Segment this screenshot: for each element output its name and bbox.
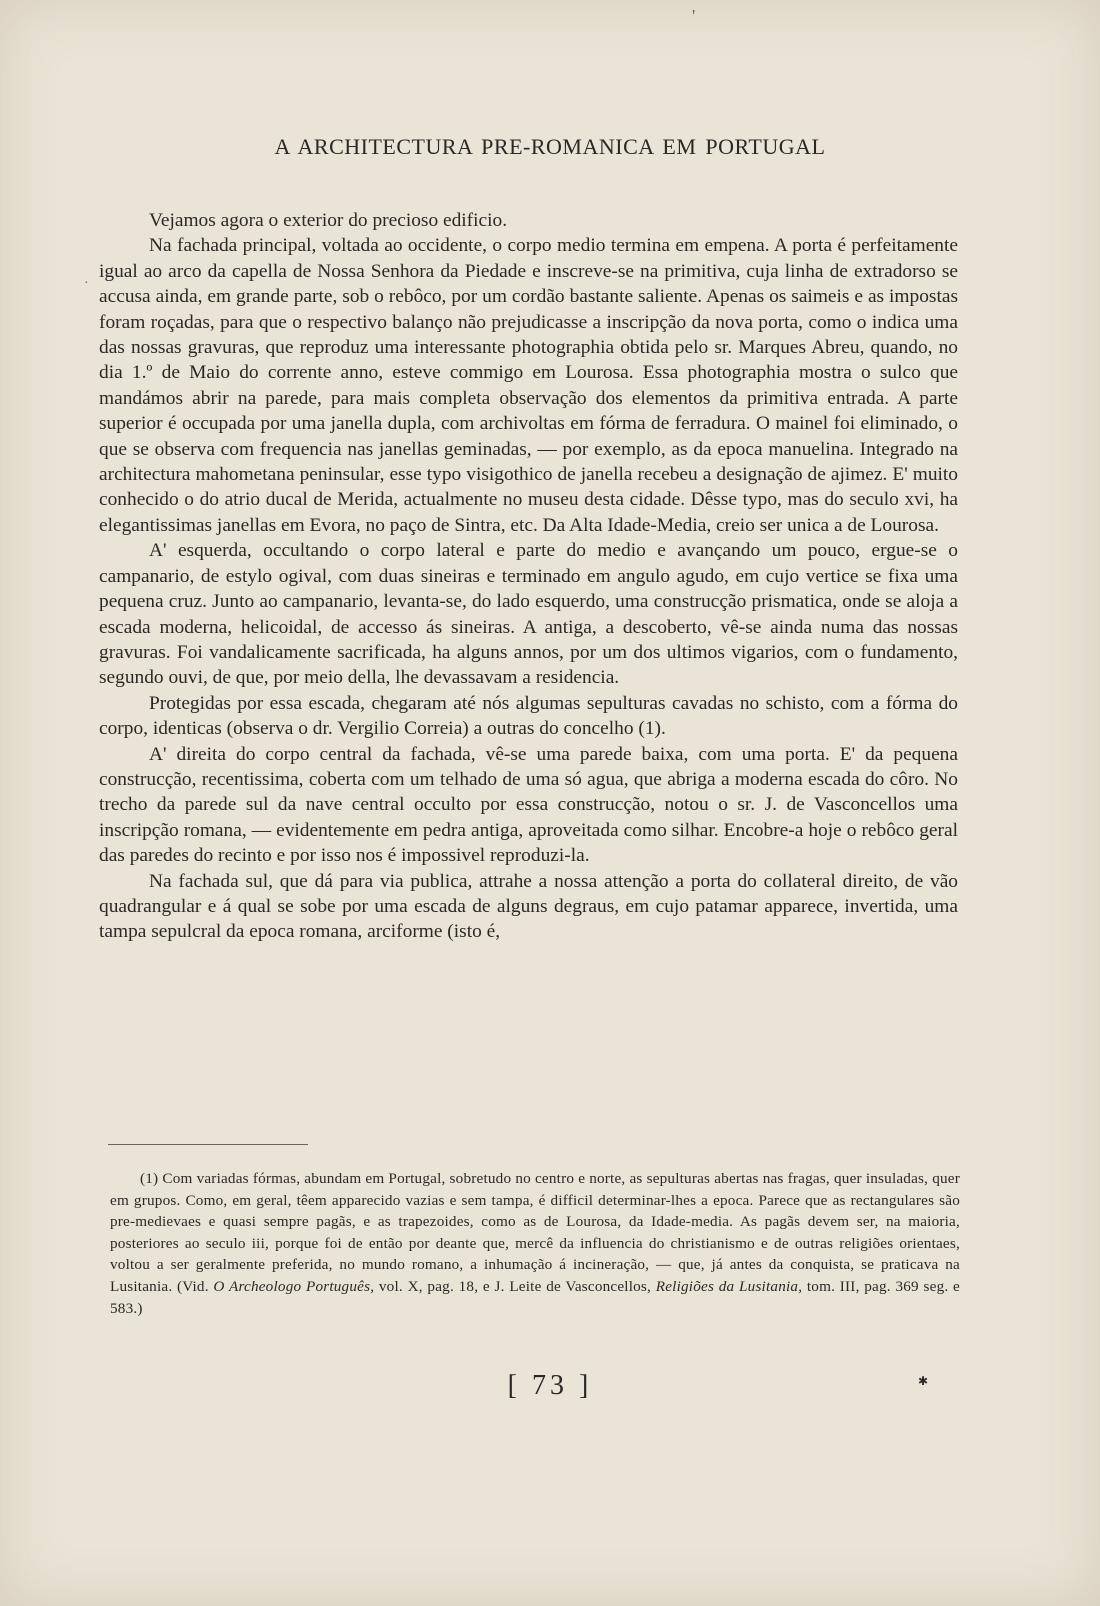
paragraph: Na fachada sul, que dá para via publica, attrahe a nossa attenção a porta do collateral direito, de vão quadrangular e á qual se sobe por uma escada de alguns degraus, em cujo patamar apparece, invertida, uma tampa sepulcral da epoca romana, arciforme (isto é, (99, 870, 958, 943)
page-number: [ 73 ] (507, 1370, 593, 1401)
print-mark: ' (692, 6, 696, 26)
footnote-text: vol. X, pag. 18, e J. Leite de Vasconcellos, (374, 1277, 656, 1295)
footnote-text: (1) Com variadas fórmas, abundam em Portugal, sobretudo no centro e norte, as sepulturas abertas nas fragas, quer insuladas, quer em grupos. Como, em geral, têem apparecido vazias e sem tampa, é difficil determinar-lhes a epoca. Parece que as rectangulares são pre-medievaes e quasi sempre pagãs, e as trapezoides, como as de Lourosa, da Idade-media. As pagãs devem ser, na maioria, posteriores ao seculo iii, porque foi de então por deante que, mercê da influencia do christianismo e de outras religiões orientaes, voltou a ser geralmente preferida, no mundo romano, a inhumação á incineração, — que, já antes da conquista, se praticava na Lusitania. (Vid. (110, 1170, 960, 1295)
body-text (99, 208, 958, 945)
footnote (110, 1168, 960, 1319)
printer-mark: ✱ (918, 1374, 929, 1388)
paragraph: Vejamos agora o exterior do precioso edificio. (149, 210, 508, 231)
margin-mark: · (84, 276, 89, 291)
running-header: A ARCHITECTURA PRE-ROMANICA EM PORTUGAL (274, 134, 826, 159)
footnote-text: tom. III, pag. 369 seg. e 583.) (110, 1277, 960, 1317)
footnote-title: O Archeologo Português, (213, 1277, 375, 1295)
footnote-title: Religiões da Lusitania, (655, 1277, 803, 1295)
paragraph: A' direita do corpo central da fachada, vê-se uma parede baixa, com uma porta. E' da pequena construcção, recentissima, coberta com um telhado de uma só agua, que abriga a moderna escada do côro. No trecho da parede sul da nave central occulto por essa construcção, notou o sr. J. de Vasconcellos uma inscripção romana, — evidentemente em pedra antiga, aproveitada como silhar. Encobre-a hoje o rebôco geral das paredes do recinto e por isso nos é impossivel reproduzi-la. (99, 743, 958, 867)
paragraph: A' esquerda, occultando o corpo lateral e parte do medio e avançando um pouco, ergue-se o campanario, de estylo ogival, com duas sineiras e terminado em angulo agudo, em cujo vertice se fixa uma pequena cruz. Junto ao campanario, levanta-se, do lado esquerdo, uma construcção prismatica, onde se aloja a escada moderna, helicoidal, de accesso ás sineiras. A antiga, a descoberto, vê-se ainda numa das nossas gravuras. Foi vandalicamente sacrificada, ha alguns annos, por um dos ultimos vigarios, com o fundamento, segundo ouvi, de que, por meio della, lhe devassavam a residencia. (99, 540, 958, 689)
footnote-divider (108, 1144, 308, 1145)
paragraph: Protegidas por essa escada, chegaram até nós algumas sepulturas cavadas no schisto, com a fórma do corpo, identicas (observa o dr. Vergilio Correia) a outras do concelho (1). (99, 692, 958, 740)
paragraph: Na fachada principal, voltada ao occidente, o corpo medio termina em empena. A porta é perfeitamente igual ao arco da capella de Nossa Senhora da Piedade e inscreve-se na primitiva, cuja linha de extradorso se accusa ainda, em grande parte, sob o rebôco, por um cordão bastante saliente. Apenas os saimeis e as impostas foram roçadas, para que o respectivo balanço não prejudicasse a inscripção da nova porta, como o indica uma das nossas gravuras, que reproduz uma interessante photographia obtida pelo sr. Marques Abreu, quando, no dia 1.º de Maio do corrente anno, esteve commigo em Lourosa. Essa photographia mostra o sulco que mandámos abrir na parede, para mais completa observação dos elementos da primitiva entrada. A parte superior é occupada por uma janella dupla, com archivoltas em fórma de ferradura. O mainel foi eliminado, o que se observa com frequencia nas janellas geminadas, — por exemplo, as da epoca manuelina. Integrado na architectura mahometana peninsular, esse typo visigothico de janella recebeu a designação de ajimez. E' muito conhecido o do atrio ducal de Merida, actualmente no museu desta cidade. Dêsse typo, mas do seculo xvi, ha elegantissimas janellas em Evora, no paço de Sintra, etc. Da Alta Idade-Media, creio ser unica a de Lourosa. (99, 235, 958, 536)
